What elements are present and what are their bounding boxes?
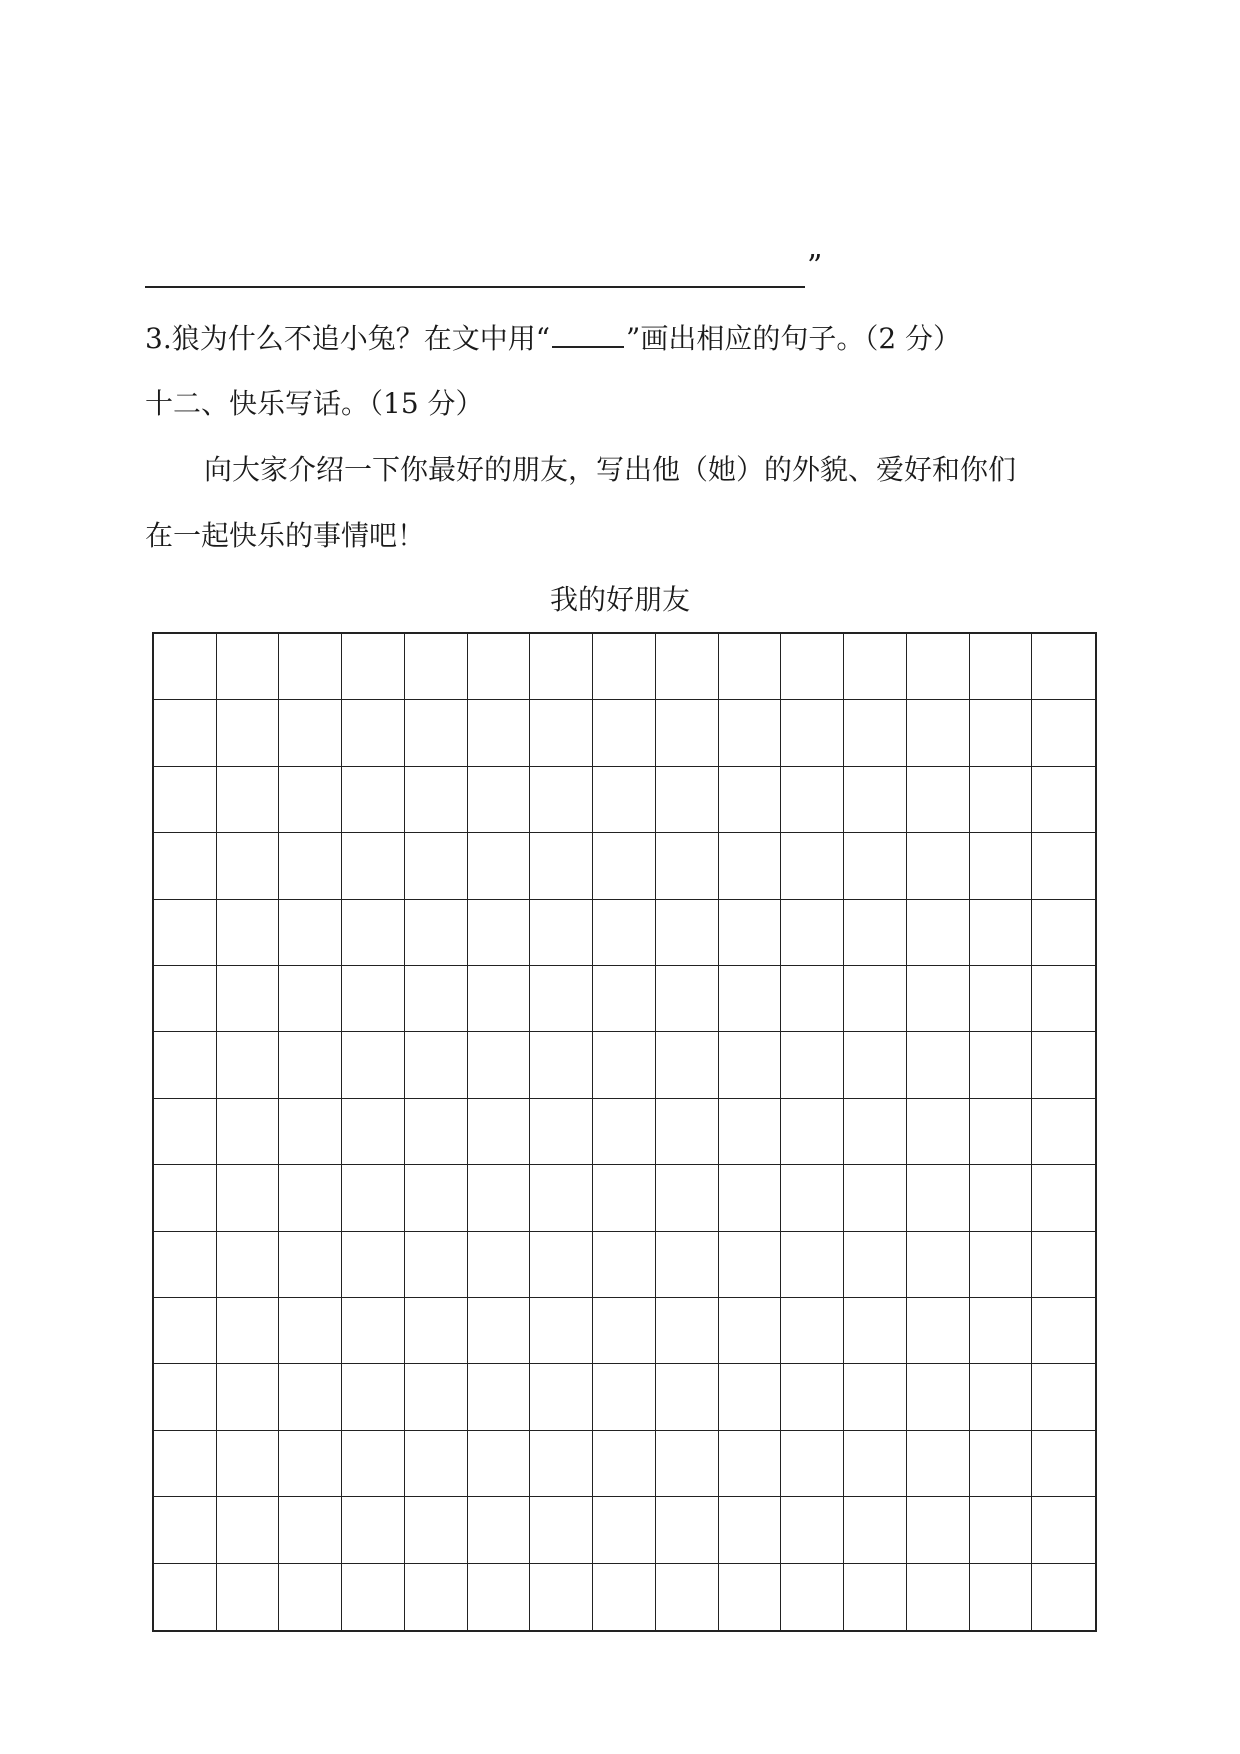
grid-cell[interactable]	[342, 700, 405, 766]
grid-cell[interactable]	[719, 900, 782, 966]
grid-cell[interactable]	[1032, 767, 1095, 833]
grid-cell[interactable]	[907, 700, 970, 766]
grid-cell[interactable]	[719, 1564, 782, 1630]
grid-cell[interactable]	[405, 1232, 468, 1298]
grid-cell[interactable]	[468, 1165, 531, 1231]
grid-cell[interactable]	[405, 700, 468, 766]
grid-cell[interactable]	[907, 1564, 970, 1630]
grid-cell[interactable]	[593, 833, 656, 899]
question-3-text: 3.狼为什么不追小兔？在文中用“	[145, 322, 551, 355]
grid-cell[interactable]	[279, 700, 342, 766]
grid-cell[interactable]	[593, 1232, 656, 1298]
grid-cell[interactable]	[656, 1165, 719, 1231]
section-12-heading: 十二、快乐写话。（15 分）	[145, 387, 484, 420]
grid-cell[interactable]	[907, 1298, 970, 1364]
grid-cell[interactable]	[154, 833, 217, 899]
grid-cell[interactable]	[154, 1298, 217, 1364]
grid-cell[interactable]	[844, 1497, 907, 1563]
underline-blank	[552, 320, 624, 348]
grid-cell[interactable]	[154, 634, 217, 700]
grid-cell[interactable]	[970, 767, 1033, 833]
grid-cell[interactable]	[593, 1032, 656, 1098]
grid-cell[interactable]	[468, 700, 531, 766]
grid-cell[interactable]	[907, 1032, 970, 1098]
grid-cell[interactable]	[781, 1298, 844, 1364]
grid-cell[interactable]	[279, 1564, 342, 1630]
grid-cell[interactable]	[1032, 700, 1095, 766]
grid-cell[interactable]	[279, 1232, 342, 1298]
grid-cell[interactable]	[656, 767, 719, 833]
grid-cell[interactable]	[656, 1099, 719, 1165]
grid-cell[interactable]	[279, 1298, 342, 1364]
answer-line-row	[145, 249, 825, 292]
grid-cell[interactable]	[405, 1497, 468, 1563]
grid-cell[interactable]	[405, 1431, 468, 1497]
grid-cell[interactable]	[279, 1431, 342, 1497]
grid-cell[interactable]	[530, 1364, 593, 1430]
grid-cell[interactable]	[217, 1099, 280, 1165]
grid-cell[interactable]	[844, 1364, 907, 1430]
grid-cell[interactable]	[217, 1364, 280, 1430]
grid-cell[interactable]	[1032, 833, 1095, 899]
grid-cell[interactable]	[593, 1564, 656, 1630]
grid-cell[interactable]	[593, 1099, 656, 1165]
grid-cell[interactable]	[342, 833, 405, 899]
grid-cell[interactable]	[656, 900, 719, 966]
grid-cell[interactable]	[781, 966, 844, 1032]
grid-cell[interactable]	[217, 1165, 280, 1231]
grid-cell[interactable]	[719, 700, 782, 766]
grid-cell[interactable]	[279, 1497, 342, 1563]
grid-cell[interactable]	[719, 1032, 782, 1098]
answer-line[interactable]	[145, 286, 805, 288]
grid-cell[interactable]	[279, 833, 342, 899]
grid-cell[interactable]	[217, 1564, 280, 1630]
grid-cell[interactable]	[844, 900, 907, 966]
grid-cell[interactable]	[719, 1232, 782, 1298]
grid-cell[interactable]	[593, 900, 656, 966]
grid-cell[interactable]	[405, 1032, 468, 1098]
grid-cell[interactable]	[405, 966, 468, 1032]
grid-cell[interactable]	[530, 1497, 593, 1563]
grid-cell[interactable]	[217, 700, 280, 766]
grid-cell[interactable]	[405, 1298, 468, 1364]
grid-cell[interactable]	[907, 767, 970, 833]
grid-cell[interactable]	[907, 1165, 970, 1231]
grid-cell[interactable]	[405, 1564, 468, 1630]
grid-cell[interactable]	[781, 1032, 844, 1098]
grid-cell[interactable]	[844, 767, 907, 833]
grid-cell[interactable]	[970, 1364, 1033, 1430]
grid-cell[interactable]	[1032, 634, 1095, 700]
grid-cell[interactable]	[907, 1431, 970, 1497]
grid-cell[interactable]	[719, 1364, 782, 1430]
grid-cell[interactable]	[468, 634, 531, 700]
grid-cell[interactable]	[154, 767, 217, 833]
grid-cell[interactable]	[154, 1099, 217, 1165]
grid-cell[interactable]	[719, 1099, 782, 1165]
grid-cell[interactable]	[530, 700, 593, 766]
grid-cell[interactable]	[593, 966, 656, 1032]
grid-cell[interactable]	[970, 1165, 1033, 1231]
grid-cell[interactable]	[907, 900, 970, 966]
grid-cell[interactable]	[844, 1165, 907, 1231]
grid-cell[interactable]	[154, 700, 217, 766]
grid-cell[interactable]	[154, 1364, 217, 1430]
grid-cell[interactable]	[468, 900, 531, 966]
grid-cell[interactable]	[970, 1564, 1033, 1630]
grid-cell[interactable]	[844, 1232, 907, 1298]
grid-cell[interactable]	[1032, 900, 1095, 966]
grid-cell[interactable]	[656, 966, 719, 1032]
grid-cell[interactable]	[907, 634, 970, 700]
grid-cell[interactable]	[530, 1298, 593, 1364]
grid-cell[interactable]	[468, 833, 531, 899]
grid-cell[interactable]	[468, 1232, 531, 1298]
grid-cell[interactable]	[154, 1431, 217, 1497]
grid-cell[interactable]	[342, 634, 405, 700]
grid-cell[interactable]	[781, 1165, 844, 1231]
grid-cell[interactable]	[844, 700, 907, 766]
grid-cell[interactable]	[907, 1099, 970, 1165]
grid-cell[interactable]	[1032, 1032, 1095, 1098]
grid-cell[interactable]	[217, 900, 280, 966]
grid-cell[interactable]	[1032, 1165, 1095, 1231]
grid-cell[interactable]	[844, 833, 907, 899]
grid-cell[interactable]	[530, 1564, 593, 1630]
grid-cell[interactable]	[154, 966, 217, 1032]
grid-cell[interactable]	[719, 833, 782, 899]
grid-cell[interactable]	[279, 1165, 342, 1231]
grid-cell[interactable]	[279, 1364, 342, 1430]
grid-cell[interactable]	[530, 1099, 593, 1165]
grid-cell[interactable]	[970, 833, 1033, 899]
grid-cell[interactable]	[593, 1364, 656, 1430]
grid-cell[interactable]	[781, 900, 844, 966]
grid-cell[interactable]	[656, 1564, 719, 1630]
grid-cell[interactable]	[217, 833, 280, 899]
grid-cell[interactable]	[656, 1232, 719, 1298]
grid-cell[interactable]	[1032, 1364, 1095, 1430]
grid-cell[interactable]	[342, 1298, 405, 1364]
grid-cell[interactable]	[342, 1364, 405, 1430]
grid-cell[interactable]	[342, 1032, 405, 1098]
grid-cell[interactable]	[970, 1298, 1033, 1364]
question-3-text-end: ”画出相应的句子。（2 分）	[626, 322, 962, 355]
grid-cell[interactable]	[970, 900, 1033, 966]
grid-cell[interactable]	[719, 1298, 782, 1364]
grid-cell[interactable]	[656, 1032, 719, 1098]
closing-quote: ”	[807, 249, 823, 284]
grid-cell[interactable]	[1032, 1564, 1095, 1630]
grid-cell[interactable]	[719, 1497, 782, 1563]
grid-cell[interactable]	[342, 1564, 405, 1630]
grid-cell[interactable]	[279, 1099, 342, 1165]
grid-cell[interactable]	[154, 1497, 217, 1563]
grid-cell[interactable]	[781, 833, 844, 899]
grid-cell[interactable]	[844, 1564, 907, 1630]
grid-cell[interactable]	[468, 1564, 531, 1630]
grid-cell[interactable]	[844, 966, 907, 1032]
grid-cell[interactable]	[405, 833, 468, 899]
grid-cell[interactable]	[468, 1032, 531, 1098]
grid-cell[interactable]	[781, 767, 844, 833]
grid-cell[interactable]	[970, 1431, 1033, 1497]
grid-cell[interactable]	[342, 1431, 405, 1497]
grid-cell[interactable]	[405, 1099, 468, 1165]
grid-cell[interactable]	[656, 1298, 719, 1364]
grid-cell[interactable]	[530, 1165, 593, 1231]
question-3	[145, 320, 961, 357]
grid-cell[interactable]	[593, 1497, 656, 1563]
grid-cell[interactable]	[405, 634, 468, 700]
grid-cell[interactable]	[719, 1165, 782, 1231]
grid-cell[interactable]	[844, 1431, 907, 1497]
grid-cell[interactable]	[217, 1032, 280, 1098]
essay-title: 我的好朋友	[549, 583, 690, 616]
grid-cell[interactable]	[593, 767, 656, 833]
grid-cell[interactable]	[593, 1165, 656, 1231]
grid-cell[interactable]	[1032, 1099, 1095, 1165]
grid-cell[interactable]	[719, 634, 782, 700]
grid-cell[interactable]	[405, 1165, 468, 1231]
grid-cell[interactable]	[656, 1364, 719, 1430]
grid-cell[interactable]	[719, 767, 782, 833]
grid-cell[interactable]	[970, 634, 1033, 700]
grid-cell[interactable]	[279, 966, 342, 1032]
grid-cell[interactable]	[593, 1431, 656, 1497]
grid-cell[interactable]	[279, 767, 342, 833]
grid-cell[interactable]	[844, 634, 907, 700]
grid-cell[interactable]	[468, 966, 531, 1032]
grid-cell[interactable]	[342, 1497, 405, 1563]
grid-cell[interactable]	[781, 700, 844, 766]
grid-cell[interactable]	[342, 1165, 405, 1231]
grid-cell[interactable]	[217, 634, 280, 700]
grid-cell[interactable]	[405, 1364, 468, 1430]
grid-cell[interactable]	[970, 1032, 1033, 1098]
grid-cell[interactable]	[342, 966, 405, 1032]
grid-cell[interactable]	[154, 1165, 217, 1231]
grid-cell[interactable]	[217, 1232, 280, 1298]
grid-cell[interactable]	[217, 1431, 280, 1497]
grid-cell[interactable]	[530, 767, 593, 833]
grid-cell[interactable]	[781, 1099, 844, 1165]
grid-cell[interactable]	[844, 1298, 907, 1364]
grid-cell[interactable]	[593, 634, 656, 700]
grid-cell[interactable]	[530, 634, 593, 700]
grid-cell[interactable]	[468, 1099, 531, 1165]
grid-cell[interactable]	[217, 767, 280, 833]
grid-cell[interactable]	[530, 900, 593, 966]
grid-cell[interactable]	[844, 1099, 907, 1165]
grid-cell[interactable]	[719, 1431, 782, 1497]
grid-cell[interactable]	[468, 1364, 531, 1430]
grid-cell[interactable]	[593, 1298, 656, 1364]
grid-cell[interactable]	[530, 1032, 593, 1098]
grid-cell[interactable]	[907, 966, 970, 1032]
grid-cell[interactable]	[907, 1364, 970, 1430]
grid-cell[interactable]	[656, 833, 719, 899]
grid-cell[interactable]	[907, 833, 970, 899]
grid-cell[interactable]	[342, 900, 405, 966]
grid-cell[interactable]	[530, 833, 593, 899]
grid-cell[interactable]	[468, 1298, 531, 1364]
prompt-line-2: 在一起快乐的事情吧！	[145, 519, 426, 552]
grid-cell[interactable]	[719, 966, 782, 1032]
grid-cell[interactable]	[781, 1232, 844, 1298]
grid-cell[interactable]	[781, 1364, 844, 1430]
grid-cell[interactable]	[907, 1232, 970, 1298]
grid-cell[interactable]	[342, 1232, 405, 1298]
grid-cell[interactable]	[1032, 1232, 1095, 1298]
grid-cell[interactable]	[970, 1099, 1033, 1165]
grid-cell[interactable]	[781, 1564, 844, 1630]
grid-cell[interactable]	[656, 634, 719, 700]
grid-cell[interactable]	[468, 1497, 531, 1563]
grid-cell[interactable]	[781, 1497, 844, 1563]
grid-cell[interactable]	[217, 966, 280, 1032]
grid-cell[interactable]	[1032, 1431, 1095, 1497]
grid-cell[interactable]	[154, 900, 217, 966]
grid-cell[interactable]	[530, 1232, 593, 1298]
prompt-line-1: 向大家介绍一下你最好的朋友，写出他（她）的外貌、爱好和你们	[204, 453, 1017, 486]
grid-cell[interactable]	[342, 767, 405, 833]
writing-grid[interactable]	[152, 632, 1097, 1632]
grid-cell[interactable]	[405, 767, 468, 833]
grid-cell[interactable]	[405, 900, 468, 966]
grid-cell[interactable]	[593, 700, 656, 766]
grid-cell[interactable]	[844, 1032, 907, 1098]
grid-cell[interactable]	[279, 900, 342, 966]
grid-cell[interactable]	[970, 966, 1033, 1032]
grid-cell[interactable]	[342, 1099, 405, 1165]
grid-cell[interactable]	[530, 1431, 593, 1497]
grid-cell[interactable]	[656, 1431, 719, 1497]
grid-cell[interactable]	[1032, 1298, 1095, 1364]
grid-cell[interactable]	[279, 1032, 342, 1098]
grid-cell[interactable]	[970, 1232, 1033, 1298]
grid-cell[interactable]	[656, 700, 719, 766]
grid-cell[interactable]	[1032, 966, 1095, 1032]
grid-cell[interactable]	[154, 1564, 217, 1630]
grid-cell[interactable]	[1032, 1497, 1095, 1563]
grid-cell[interactable]	[970, 1497, 1033, 1563]
grid-cell[interactable]	[907, 1497, 970, 1563]
grid-cell[interactable]	[154, 1032, 217, 1098]
grid-cell[interactable]	[970, 700, 1033, 766]
grid-cell[interactable]	[279, 634, 342, 700]
grid-cell[interactable]	[781, 1431, 844, 1497]
grid-cell[interactable]	[217, 1298, 280, 1364]
grid-cell[interactable]	[530, 966, 593, 1032]
grid-cell[interactable]	[468, 1431, 531, 1497]
grid-cell[interactable]	[468, 767, 531, 833]
grid-cell[interactable]	[217, 1497, 280, 1563]
grid-cell[interactable]	[781, 634, 844, 700]
grid-cell[interactable]	[656, 1497, 719, 1563]
grid-cell[interactable]	[154, 1232, 217, 1298]
